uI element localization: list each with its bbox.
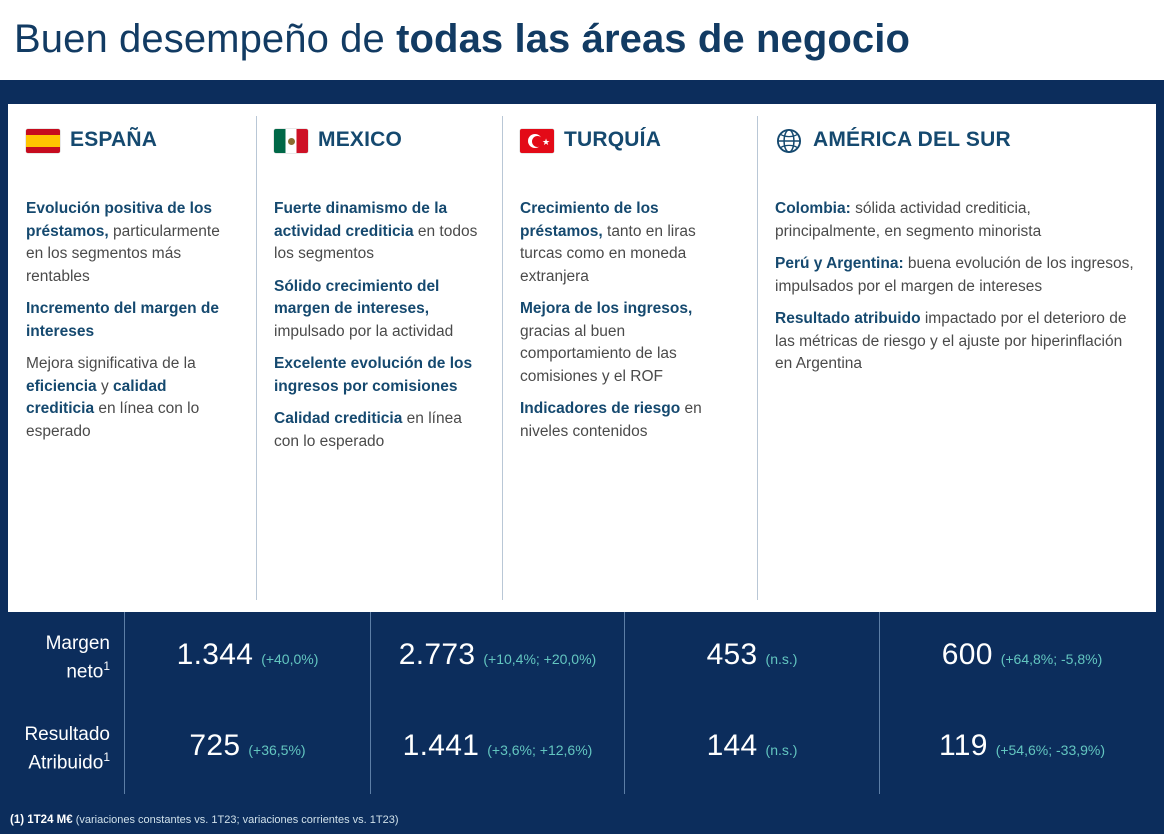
body-text: sólida actividad crediticia, principalmente, en segmento minorista — [775, 200, 1042, 240]
body-text: gracias al buen comportamiento de las comisiones y el ROF — [520, 322, 677, 385]
region-header-america-del-sur — [775, 126, 1138, 182]
figures-table — [0, 612, 1164, 794]
highlighted-text: eficiencia — [26, 377, 97, 395]
figure-value: 600 — [941, 638, 993, 671]
body-text: en niveles contenidos — [520, 400, 702, 440]
row-label-line1: Margen — [45, 632, 110, 654]
column-divider — [256, 116, 257, 600]
row-label-line1: Resultado — [24, 723, 110, 745]
title-bar — [0, 0, 1164, 80]
figure-value: 1.344 — [176, 638, 254, 671]
region-column-espana — [8, 104, 256, 612]
flag-spain-icon — [26, 129, 60, 153]
figure-cell-margen-neto-america-del-sur — [879, 612, 1164, 703]
highlighted-text: Colombia: — [775, 200, 851, 217]
region-title-turquia: TURQUÍA — [564, 128, 662, 151]
flag-mexico-icon — [274, 129, 308, 153]
footnote — [10, 814, 399, 826]
body-text: impactado por el deterioro de las métricas de riesgo y el ajuste por hiperinflación en Argentina — [775, 310, 1127, 372]
region-header-turquia — [520, 126, 739, 182]
highlighted-text: Calidad crediticia — [274, 410, 403, 427]
highlighted-text: Crecimiento de los préstamos, — [520, 200, 659, 240]
figure-value: 725 — [189, 729, 241, 762]
highlighted-text: Excelente evolución de los ingresos por comisiones — [274, 355, 473, 395]
list-item — [274, 353, 484, 398]
figure-cell-resultado-turquia — [624, 703, 879, 794]
list-item — [274, 408, 484, 453]
body-text: impulsado por la actividad — [274, 322, 454, 340]
list-item — [274, 276, 484, 344]
row-label-resultado-atribuido — [0, 723, 124, 774]
region-column-turquia — [502, 104, 757, 612]
table-row-margen-neto — [0, 612, 1164, 703]
region-body-america-del-sur — [775, 198, 1138, 376]
regions-card — [8, 104, 1156, 612]
highlighted-text: Sólido crecimiento del margen de intereses, — [274, 277, 440, 317]
body-text: tanto en liras turcas como en moneda extranjera — [520, 222, 696, 285]
page-title-light: Buen desempeño de — [14, 17, 397, 61]
row-label-line2: Atribuido — [28, 752, 104, 774]
highlighted-text: Incremento del margen de intereses — [26, 300, 219, 340]
column-divider — [757, 116, 758, 600]
region-column-america-del-sur — [757, 104, 1156, 612]
highlighted-text: Mejora de los ingresos, — [520, 300, 693, 317]
figure-value: 144 — [706, 729, 758, 762]
figure-cell-resultado-america-del-sur — [879, 703, 1164, 794]
row-label-line2: neto — [66, 661, 104, 683]
body-text: en todos los segmentos — [274, 222, 478, 262]
figure-variation: (+40,0%) — [261, 651, 319, 667]
list-item — [520, 198, 739, 288]
figure-value: 453 — [706, 638, 758, 671]
highlighted-text: calidad crediticia — [26, 377, 167, 417]
figure-variation: (+10,4%; +20,0%) — [483, 651, 597, 667]
body-text: buena evolución de los ingresos, impulsados por el margen de intereses — [775, 255, 1134, 295]
region-header-mexico — [274, 126, 484, 182]
highlighted-text: Evolución positiva de los préstamos, — [26, 200, 213, 240]
list-item — [274, 198, 484, 266]
body-text: en línea con lo esperado — [26, 400, 200, 440]
region-header-espana — [26, 126, 238, 182]
footnote-text: (variaciones constantes vs. 1T23; variaciones corrientes vs. 1T23) — [72, 814, 399, 826]
body-text: en línea con lo esperado — [274, 410, 462, 450]
region-title-espana: ESPAÑA — [70, 128, 158, 151]
figure-value: 2.773 — [398, 638, 476, 671]
figure-variation: (+3,6%; +12,6%) — [487, 742, 593, 758]
region-body-mexico — [274, 198, 484, 453]
region-title-mexico: MEXICO — [318, 128, 403, 151]
body-text: particularmente en los segmentos más rentables — [26, 222, 220, 285]
page-title — [14, 14, 1164, 64]
figure-variation: (n.s.) — [765, 742, 798, 758]
body-text: Mejora significativa de la — [26, 355, 196, 372]
figure-variation: (+54,6%; -33,9%) — [995, 742, 1106, 758]
row-label-margen-neto — [0, 632, 124, 683]
column-divider — [502, 116, 503, 600]
table-row-resultado-atribuido — [0, 703, 1164, 794]
figure-variation: (n.s.) — [765, 651, 798, 667]
list-item — [520, 298, 739, 388]
list-item — [26, 298, 238, 343]
figure-variation: (+64,8%; -5,8%) — [1000, 651, 1103, 667]
figure-variation: (+36,5%) — [248, 742, 306, 758]
page-title-bold: todas las áreas de negocio — [396, 17, 911, 61]
footnote-marker: (1) 1T24 M€ — [10, 814, 73, 826]
highlighted-text: Perú y Argentina: — [775, 255, 904, 272]
region-body-turquia — [520, 198, 739, 443]
highlighted-text: Resultado atribuido — [775, 310, 921, 327]
row-label-footnote-marker: 1 — [103, 749, 110, 764]
flag-turkey-icon — [520, 129, 554, 153]
figure-value: 1.441 — [402, 729, 480, 762]
list-item — [26, 198, 238, 288]
figure-cell-resultado-mexico — [370, 703, 624, 794]
list-item — [775, 253, 1138, 298]
figure-value: 119 — [938, 729, 988, 762]
globe-icon — [775, 127, 803, 155]
figure-cell-margen-neto-espana — [124, 612, 370, 703]
figure-cell-margen-neto-turquia — [624, 612, 879, 703]
list-item — [520, 398, 739, 443]
figure-cell-resultado-espana — [124, 703, 370, 794]
region-body-espana — [26, 198, 238, 443]
highlighted-text: Fuerte dinamismo de la actividad crediticia — [274, 200, 448, 240]
figure-cell-margen-neto-mexico — [370, 612, 624, 703]
star-glyph: ★ — [542, 137, 551, 147]
body-text: y — [96, 377, 114, 395]
row-label-footnote-marker: 1 — [103, 658, 110, 673]
list-item — [26, 353, 238, 443]
list-item — [775, 308, 1138, 376]
highlighted-text: Indicadores de riesgo — [520, 400, 681, 417]
region-column-mexico — [256, 104, 502, 612]
list-item — [775, 198, 1138, 243]
region-title-america-del-sur: AMÉRICA DEL SUR — [813, 128, 1011, 151]
